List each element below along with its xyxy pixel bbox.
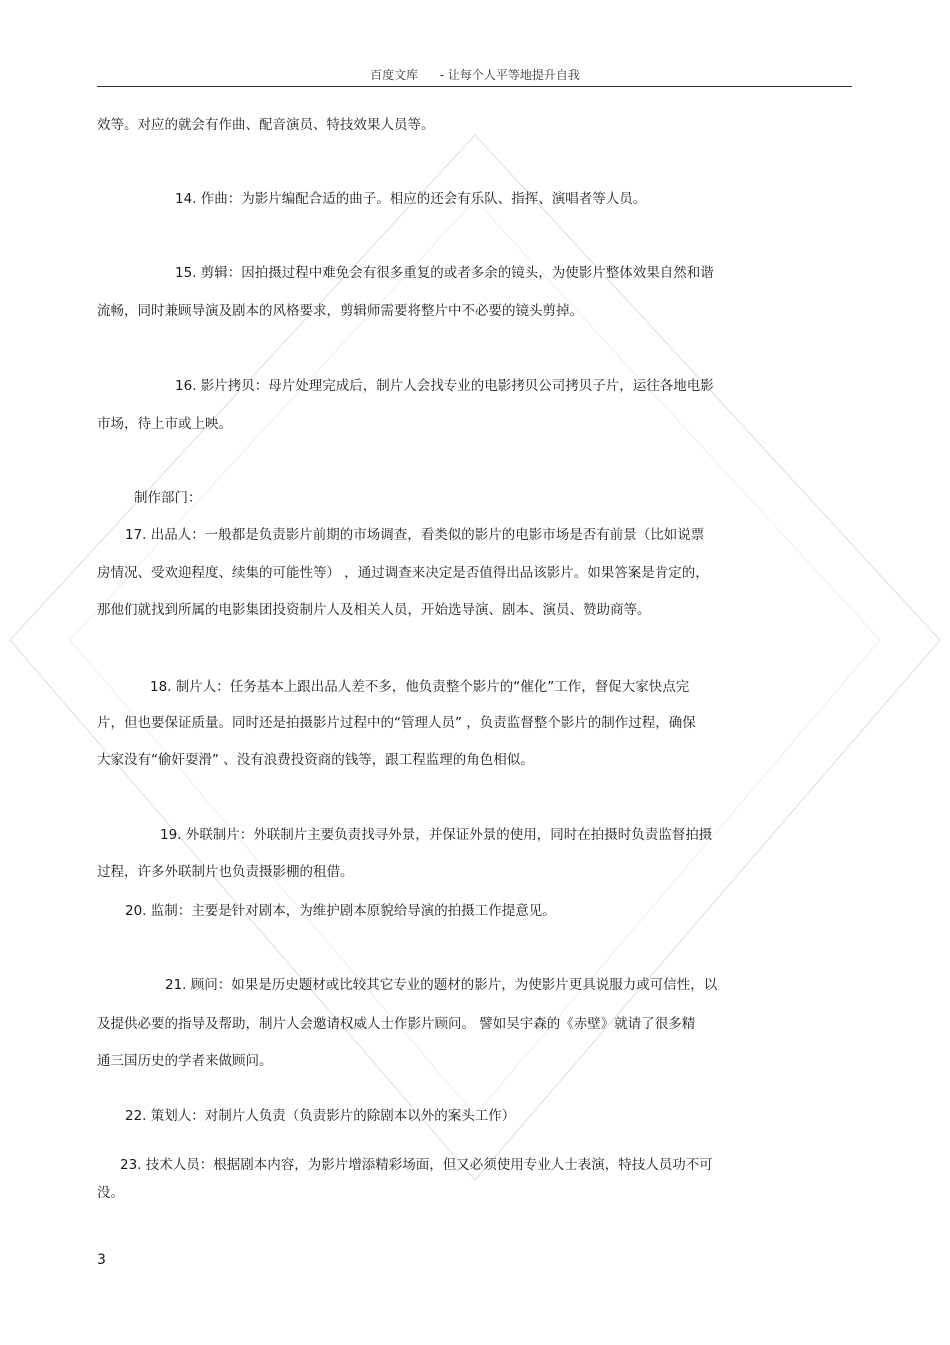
- paragraph-line: 14. 作曲：为影片编配合适的曲子。相应的还会有乐队、指挥、演唱者等人员。: [175, 191, 647, 207]
- paragraph-line: 22. 策划人：对制片人负责（负责影片的除剧本以外的案头工作）: [125, 1108, 516, 1124]
- paragraph-line: 没。: [97, 1185, 124, 1201]
- paragraph-line: 19. 外联制片：外联制片主要负责找寻外景，并保证外景的使用，同时在拍摄时负责监督拍摄: [160, 827, 713, 843]
- paragraph-line: 18. 制片人：任务基本上跟出品人差不多，他负责整个影片的“催化”工作，督促大家快点完: [150, 679, 690, 695]
- paragraph-line: 通三国历史的学者来做顾问。: [97, 1053, 273, 1069]
- paragraph-line: 效等。对应的就会有作曲、配音演员、特技效果人员等。: [97, 117, 435, 133]
- header-divider: [97, 86, 852, 87]
- section-heading: 市场，待上市或上映。: [97, 416, 232, 432]
- paragraph-line: 21. 顾问：如果是历史题材或比较其它专业的题材的影片，为使影片更具说服力或可信性，以: [165, 977, 718, 993]
- paragraph-line: 大家没有“偷奸耍滑” 、没有浪费投资商的钱等，跟工程监理的角色相似。: [97, 752, 534, 768]
- paragraph-line: 17. 出品人：一般都是负责影片前期的市场调查，看类似的影片的电影市场是否有前景（比如说票: [125, 527, 705, 543]
- page-header: [0, 66, 950, 83]
- page-number: 3: [97, 1252, 106, 1268]
- header-site-name: 百度文库: [370, 68, 419, 82]
- header-slogan: - 让每个人平等地提升自我: [439, 68, 580, 82]
- paragraph-line: 流畅，同时兼顾导演及剧本的风格要求，剪辑师需要将整片中不必要的镜头剪掉。: [97, 303, 583, 319]
- paragraph-line: 过程，许多外联制片也负责摄影棚的租借。: [97, 864, 354, 880]
- paragraph-line: 23. 技术人员：根据剧本内容，为影片增添精彩场面，但又必须使用专业人士表演，特技人员功不可: [120, 1157, 713, 1173]
- paragraph-line: 15. 剪辑：因拍摄过程中难免会有很多重复的或者多余的镜头，为使影片整体效果自然和谐: [175, 265, 714, 281]
- paragraph-line: 20. 监制：主要是针对剧本，为维护剧本原貌给导演的拍摄工作提意见。: [125, 903, 556, 919]
- paragraph-line: 16. 影片拷贝：母片处理完成后，制片人会找专业的电影拷贝公司拷贝子片，运往各地电影: [175, 378, 714, 394]
- paragraph-line: 片，但也要保证质量。同时还是拍摄影片过程中的“管理人员” ，负责监督整个影片的制作过程，确保: [97, 715, 696, 731]
- paragraph-line: 制作部门：: [134, 490, 202, 506]
- paragraph-line: 及提供必要的指导及帮助，制片人会邀请权威人士作影片顾问。 譬如吴宇森的《赤壁》就请了很多精: [97, 1016, 696, 1032]
- paragraph-line: 房情况、受欢迎程度、续集的可能性等） ，通过调查来决定是否值得出品该影片。如果答案是肯定的，: [97, 565, 709, 581]
- paragraph-line: 那他们就找到所属的电影集团投资制片人及相关人员，开始选导演、剧本、演员、赞助商等。: [97, 602, 651, 618]
